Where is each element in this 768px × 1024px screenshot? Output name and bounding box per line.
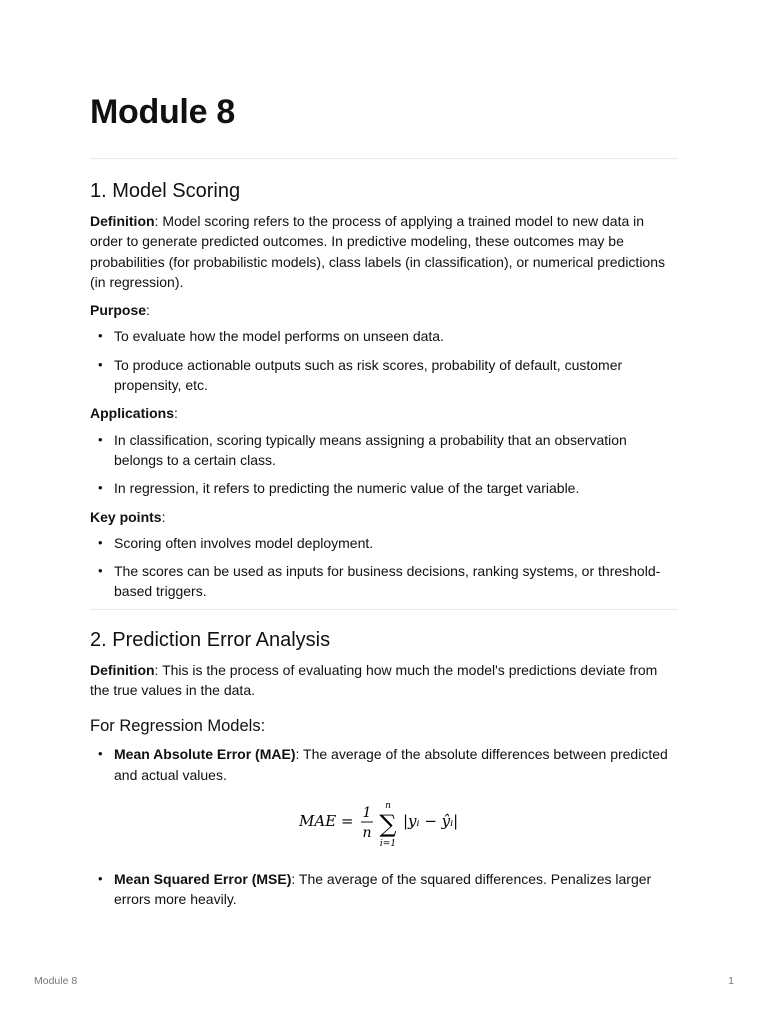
- page-title: Module 8: [90, 93, 235, 131]
- formula-denominator: n: [362, 824, 372, 841]
- metrics-list: [90, 744, 678, 785]
- mae-label: Mean Absolute Error (MAE): [114, 746, 296, 763]
- definition-paragraph: [90, 211, 678, 292]
- keypoints-list: [90, 533, 678, 602]
- sum-icon: ∑: [379, 809, 397, 838]
- mse-text: : The average of the squared differences. Penalizes larger errors more heavily.: [114, 870, 652, 908]
- definition-text: : This is the process of evaluating how much the model's predictions deviate from the true values in the data.: [90, 661, 658, 699]
- definition-paragraph: [90, 660, 678, 701]
- mae-formula-svg: [299, 793, 469, 849]
- definition-label: Definition: [90, 661, 155, 678]
- mae-formula: [90, 793, 678, 853]
- formula-lhs: MAE =: [299, 811, 354, 830]
- list-item: • In classification, scoring typically means assigning a probability that an observation belongs to a certain class.: [90, 430, 678, 471]
- list-item: • Scoring often involves model deployment.: [90, 533, 678, 553]
- footer-module-label: Module 8: [34, 975, 78, 987]
- footer-page-number: 1: [728, 975, 734, 987]
- sum-upper-limit: n: [385, 800, 391, 811]
- purpose-heading: Purpose:: [90, 302, 150, 319]
- keypoints-heading: Key points:: [90, 508, 166, 525]
- definition-text: : Model scoring refers to the process of applying a trained model to new data in order to generate predicted outcomes. In predictive modeling, these outcomes may be probabilities (for probabilistic models), class labels (in classification), or numerical predictions (in regression).: [90, 213, 666, 290]
- keypoints-label: Key points: [90, 508, 162, 525]
- section-title-prediction-error: 2. Prediction Error Analysis: [90, 628, 331, 651]
- list-item: • To evaluate how the model performs on unseen data.: [90, 326, 678, 346]
- applications-heading: Applications:: [90, 405, 178, 422]
- section-title-model-scoring: 1. Model Scoring: [90, 180, 241, 202]
- mae-text: : The average of the absolute differences between predicted and actual values.: [114, 746, 668, 783]
- subheading-regression-models: For Regression Models:: [90, 717, 266, 736]
- purpose-list: [90, 326, 678, 395]
- formula-numerator: 1: [362, 804, 372, 821]
- list-item: • The scores can be used as inputs for business decisions, ranking systems, or threshold-based triggers.: [90, 561, 678, 602]
- divider: [90, 609, 678, 610]
- divider: [90, 158, 678, 159]
- purpose-label: Purpose: [90, 302, 147, 319]
- list-item: • In regression, it refers to predicting the numeric value of the target variable.: [90, 478, 678, 498]
- sum-lower-limit: i=1: [379, 838, 397, 849]
- list-item: • To produce actionable outputs such as risk scores, probability of default, customer propensity, etc.: [90, 355, 678, 396]
- document-page: [90, 88, 678, 918]
- list-item-mse: [90, 869, 678, 910]
- list-item-mae: [90, 744, 678, 785]
- applications-label: Applications: [90, 405, 175, 422]
- metrics-list-continued: [90, 869, 678, 910]
- formula-body: |yᵢ − ŷᵢ|: [403, 811, 459, 830]
- definition-label: Definition: [90, 213, 155, 229]
- mse-label: Mean Squared Error (MSE): [114, 870, 292, 887]
- applications-list: [90, 430, 678, 499]
